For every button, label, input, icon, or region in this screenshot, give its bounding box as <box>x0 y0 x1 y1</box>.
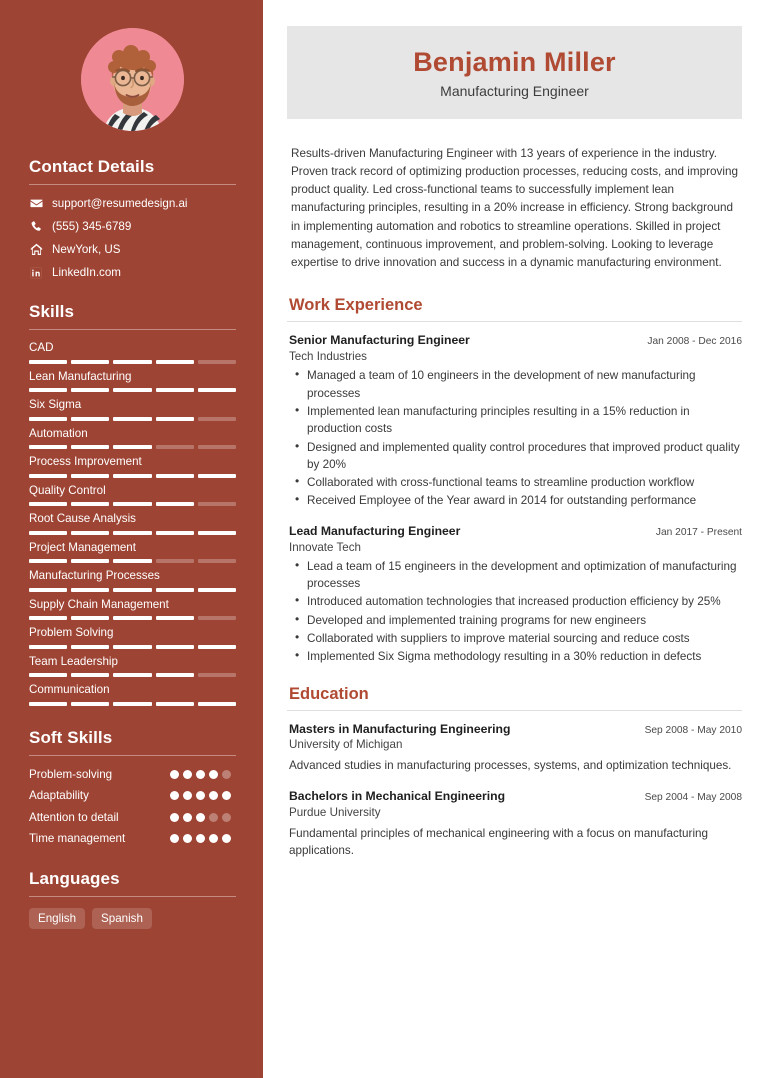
work-experience-heading: Work Experience <box>289 296 423 315</box>
skill-item <box>29 455 236 477</box>
skills-heading: Skills <box>29 302 75 322</box>
skill-label: Problem Solving <box>29 626 114 640</box>
skill-bar-segment <box>156 616 194 620</box>
rating-dot <box>222 791 231 800</box>
avatar <box>81 28 184 131</box>
skill-item <box>29 398 236 420</box>
skill-bar-segment <box>198 702 236 706</box>
skill-bar-segment <box>198 531 236 535</box>
skill-label: Lean Manufacturing <box>29 369 132 383</box>
responsibility-item: • Lead a team of 15 engineers in the development and optimization of manufacturing processes <box>289 558 742 593</box>
divider <box>29 896 236 897</box>
employer-name: Innovate Tech <box>289 540 361 554</box>
skill-bar-segment <box>29 559 67 563</box>
skills-section <box>29 302 236 705</box>
skill-label: Communication <box>29 683 110 697</box>
skill-bar-segment <box>29 360 67 364</box>
education-date-range: Sep 2004 - May 2008 <box>644 791 742 803</box>
skill-bar-segment <box>156 702 194 706</box>
name-banner <box>287 26 742 119</box>
soft-skill-label: Time management <box>29 832 126 846</box>
skill-level-bar <box>29 360 236 364</box>
skill-bar-segment <box>198 445 236 449</box>
education-description: Fundamental principles of mechanical engineering with a focus on manufacturing applications. <box>289 826 709 858</box>
skill-bar-segment <box>198 645 236 649</box>
skill-bar-segment <box>198 616 236 620</box>
responsibility-item: • Developed and implemented training programs for new engineers <box>289 612 742 629</box>
rating-dot <box>209 791 218 800</box>
divider <box>29 755 236 756</box>
language-tag: Spanish <box>92 908 152 929</box>
skill-bar-segment <box>156 645 194 649</box>
responsibility-item: • Implemented lean manufacturing principles resulting in a 15% reduction in production costs <box>289 403 742 438</box>
rating-dot <box>196 791 205 800</box>
soft-skill-rating <box>170 831 236 843</box>
skill-bar-segment <box>198 360 236 364</box>
rating-dot <box>170 834 179 843</box>
skill-bar-segment <box>29 531 67 535</box>
skill-bar-segment <box>113 445 151 449</box>
skill-level-bar <box>29 388 236 392</box>
skill-bar-segment <box>29 616 67 620</box>
institution-name: Purdue University <box>289 805 381 819</box>
skill-bar-segment <box>113 531 151 535</box>
skill-level-bar <box>29 673 236 677</box>
divider <box>29 184 236 185</box>
skill-bar-segment <box>29 588 67 592</box>
soft-skill-label: Adaptability <box>29 789 89 803</box>
skill-level-bar <box>29 474 236 478</box>
degree-title: Bachelors in Mechanical Engineering <box>289 788 506 803</box>
contact-value-linkedin: LinkedIn.com <box>52 266 121 280</box>
skill-bar-segment <box>29 445 67 449</box>
job-position-title: Lead Manufacturing Engineer <box>289 523 461 538</box>
skill-bar-segment <box>71 616 109 620</box>
employer-name: Tech Industries <box>289 350 367 364</box>
contact-list <box>29 196 236 280</box>
skill-bar-segment <box>198 502 236 506</box>
skill-label: Root Cause Analysis <box>29 512 136 526</box>
employment-date-range: Jan 2017 - Present <box>655 526 742 538</box>
skill-item <box>29 683 236 705</box>
education-heading: Education <box>289 684 369 703</box>
soft-skill-rating <box>170 767 236 779</box>
skill-bar-segment <box>156 474 194 478</box>
skill-bar-segment <box>113 645 151 649</box>
skill-item <box>29 569 236 591</box>
responsibility-item: • Designed and implemented quality control procedures that improved product quality by 20% <box>289 439 742 474</box>
rating-dot <box>222 834 231 843</box>
degree-title: Masters in Manufacturing Engineering <box>289 721 511 736</box>
page-title: Benjamin Miller <box>413 47 616 77</box>
skill-bar-segment <box>29 502 67 506</box>
rating-dot <box>170 813 179 822</box>
contact-details-heading: Contact Details <box>29 157 155 176</box>
skill-bar-segment <box>29 417 67 421</box>
rating-dot <box>222 813 231 822</box>
work-experience-entry <box>287 524 742 666</box>
skill-bar-segment <box>71 445 109 449</box>
skill-bar-segment <box>198 588 236 592</box>
education-entry <box>287 722 742 775</box>
skill-bar-segment <box>71 417 109 421</box>
skill-bar-segment <box>29 702 67 706</box>
languages-heading: Languages <box>29 869 120 889</box>
employment-date-range: Jan 2008 - Dec 2016 <box>647 336 742 348</box>
entry-header <box>289 789 742 805</box>
rating-dot <box>183 770 192 779</box>
skill-bar-segment <box>29 388 67 392</box>
contact-value-location: NewYork, US <box>52 243 121 257</box>
skill-bar-segment <box>156 531 194 535</box>
skill-item <box>29 341 236 363</box>
contact-item-location[interactable] <box>29 242 236 257</box>
rating-dot <box>222 770 231 779</box>
skill-bar-segment <box>29 645 67 649</box>
skill-bar-segment <box>198 388 236 392</box>
skill-label: Team Leadership <box>29 654 118 668</box>
rating-dot <box>209 813 218 822</box>
skill-item <box>29 655 236 677</box>
soft-skill-rating <box>170 788 236 800</box>
divider <box>287 710 742 711</box>
skill-bar-segment <box>113 417 151 421</box>
rating-dot <box>170 770 179 779</box>
skills-list <box>29 341 236 705</box>
rating-dot <box>196 834 205 843</box>
envelope-icon <box>29 197 43 210</box>
soft-skill-item <box>29 831 236 847</box>
skill-bar-segment <box>156 673 194 677</box>
skill-bar-segment <box>113 360 151 364</box>
rating-dot <box>196 813 205 822</box>
rating-dot <box>170 791 179 800</box>
work-experience-list <box>287 333 742 665</box>
language-tag: English <box>29 908 85 929</box>
skill-label: Project Management <box>29 540 136 554</box>
soft-skill-item <box>29 810 236 826</box>
skill-bar-segment <box>156 445 194 449</box>
rating-dot <box>209 770 218 779</box>
skill-bar-segment <box>156 360 194 364</box>
skill-bar-segment <box>113 559 151 563</box>
skill-bar-segment <box>71 673 109 677</box>
skill-label: Manufacturing Processes <box>29 569 160 583</box>
soft-skills-list <box>29 767 236 848</box>
skill-level-bar <box>29 645 236 649</box>
linkedin-icon <box>29 267 43 279</box>
contact-item-email[interactable] <box>29 196 236 211</box>
job-position-title: Senior Manufacturing Engineer <box>289 333 470 348</box>
responsibility-item: • Received Employee of the Year award in 2014 for outstanding performance <box>289 492 742 509</box>
skill-bar-segment <box>71 645 109 649</box>
education-section <box>287 685 742 860</box>
responsibility-item: • Collaborated with cross-functional teams to streamline production workflow <box>289 474 742 491</box>
languages-list <box>29 908 236 929</box>
skill-bar-segment <box>156 388 194 392</box>
skill-bar-segment <box>71 531 109 535</box>
rating-dot <box>183 834 192 843</box>
skill-bar-segment <box>71 702 109 706</box>
skill-bar-segment <box>113 588 151 592</box>
skill-item <box>29 484 236 506</box>
job-title: Manufacturing Engineer <box>440 82 589 99</box>
sidebar <box>0 0 263 1078</box>
skill-bar-segment <box>29 474 67 478</box>
soft-skill-label: Attention to detail <box>29 810 119 824</box>
responsibility-item: • Collaborated with suppliers to improve material sourcing and reduce costs <box>289 630 742 647</box>
skill-item <box>29 598 236 620</box>
skill-bar-segment <box>156 417 194 421</box>
languages-section <box>29 869 236 929</box>
work-experience-section <box>287 296 742 665</box>
phone-icon <box>29 220 43 233</box>
skill-level-bar <box>29 559 236 563</box>
skill-bar-segment <box>71 388 109 392</box>
skill-level-bar <box>29 502 236 506</box>
soft-skill-label: Problem-solving <box>29 767 113 781</box>
contact-value-phone: (555) 345-6789 <box>52 220 132 234</box>
responsibility-list <box>289 367 742 510</box>
entry-header <box>289 524 742 540</box>
skill-bar-segment <box>113 388 151 392</box>
skill-item <box>29 370 236 392</box>
education-date-range: Sep 2008 - May 2010 <box>644 724 742 736</box>
institution-name: University of Michigan <box>289 738 403 752</box>
skill-bar-segment <box>113 702 151 706</box>
contact-details-section <box>29 157 236 280</box>
rating-dot <box>183 791 192 800</box>
skill-item <box>29 626 236 648</box>
skill-bar-segment <box>71 502 109 506</box>
skill-label: Six Sigma <box>29 398 82 412</box>
skill-bar-segment <box>71 474 109 478</box>
rating-dot <box>196 770 205 779</box>
skill-level-bar <box>29 417 236 421</box>
skill-bar-segment <box>113 673 151 677</box>
contact-item-phone[interactable] <box>29 219 236 234</box>
home-icon <box>29 243 43 256</box>
skill-level-bar <box>29 588 236 592</box>
education-entry <box>287 789 742 860</box>
skill-bar-segment <box>71 559 109 563</box>
education-list <box>287 722 742 860</box>
skill-bar-segment <box>198 474 236 478</box>
skill-level-bar <box>29 531 236 535</box>
skill-bar-segment <box>29 673 67 677</box>
main-content <box>263 0 768 1078</box>
divider <box>287 321 742 322</box>
skill-bar-segment <box>113 502 151 506</box>
professional-summary: Results-driven Manufacturing Engineer with 13 years of experience in the industry. Proven track record of optimizing production processes, reducing costs, and improving product quality. Led cross-functional teams to successfully implement lean manufacturing principles, resulting in a 20% increase in efficiency. Strong background in implementing automation and robotics to streamline operations. Skilled in project management, continuous improvement, and problem-solving. Looking to leverage expertise to drive innovation and success in a dynamic manufacturing environment. <box>291 146 738 270</box>
skill-label: Supply Chain Management <box>29 597 169 611</box>
responsibility-list <box>289 558 742 666</box>
skill-bar-segment <box>113 474 151 478</box>
skill-level-bar <box>29 702 236 706</box>
contact-item-linkedin[interactable] <box>29 265 236 280</box>
soft-skill-item <box>29 767 236 783</box>
avatar-container <box>29 28 236 131</box>
skill-bar-segment <box>113 616 151 620</box>
rating-dot <box>209 834 218 843</box>
skill-level-bar <box>29 445 236 449</box>
entry-header <box>289 722 742 738</box>
responsibility-item: • Introduced automation technologies that increased production efficiency by 25% <box>289 593 742 610</box>
skill-bar-segment <box>156 588 194 592</box>
skill-bar-segment <box>198 673 236 677</box>
skill-item <box>29 512 236 534</box>
skill-item <box>29 541 236 563</box>
skill-bar-segment <box>156 559 194 563</box>
work-experience-entry <box>287 333 742 509</box>
skill-label: Quality Control <box>29 483 106 497</box>
entry-header <box>289 333 742 349</box>
skill-level-bar <box>29 616 236 620</box>
skill-bar-segment <box>71 588 109 592</box>
skill-label: Process Improvement <box>29 455 142 469</box>
skill-bar-segment <box>71 360 109 364</box>
soft-skill-rating <box>170 810 236 822</box>
skill-bar-segment <box>156 502 194 506</box>
responsibility-item: • Managed a team of 10 engineers in the development of new manufacturing processes <box>289 367 742 402</box>
rating-dot <box>183 813 192 822</box>
skill-label: CAD <box>29 341 54 355</box>
skill-label: Automation <box>29 426 88 440</box>
skill-bar-segment <box>198 417 236 421</box>
responsibility-item: • Implemented Six Sigma methodology resulting in a 30% reduction in defects <box>289 648 742 665</box>
contact-value-email: support@resumedesign.ai <box>52 197 188 210</box>
education-description: Advanced studies in manufacturing processes, systems, and optimization techniques. <box>289 759 732 773</box>
soft-skills-section <box>29 728 236 848</box>
soft-skills-heading: Soft Skills <box>29 727 113 747</box>
divider <box>29 329 236 330</box>
soft-skill-item <box>29 788 236 804</box>
skill-item <box>29 427 236 449</box>
skill-bar-segment <box>198 559 236 563</box>
